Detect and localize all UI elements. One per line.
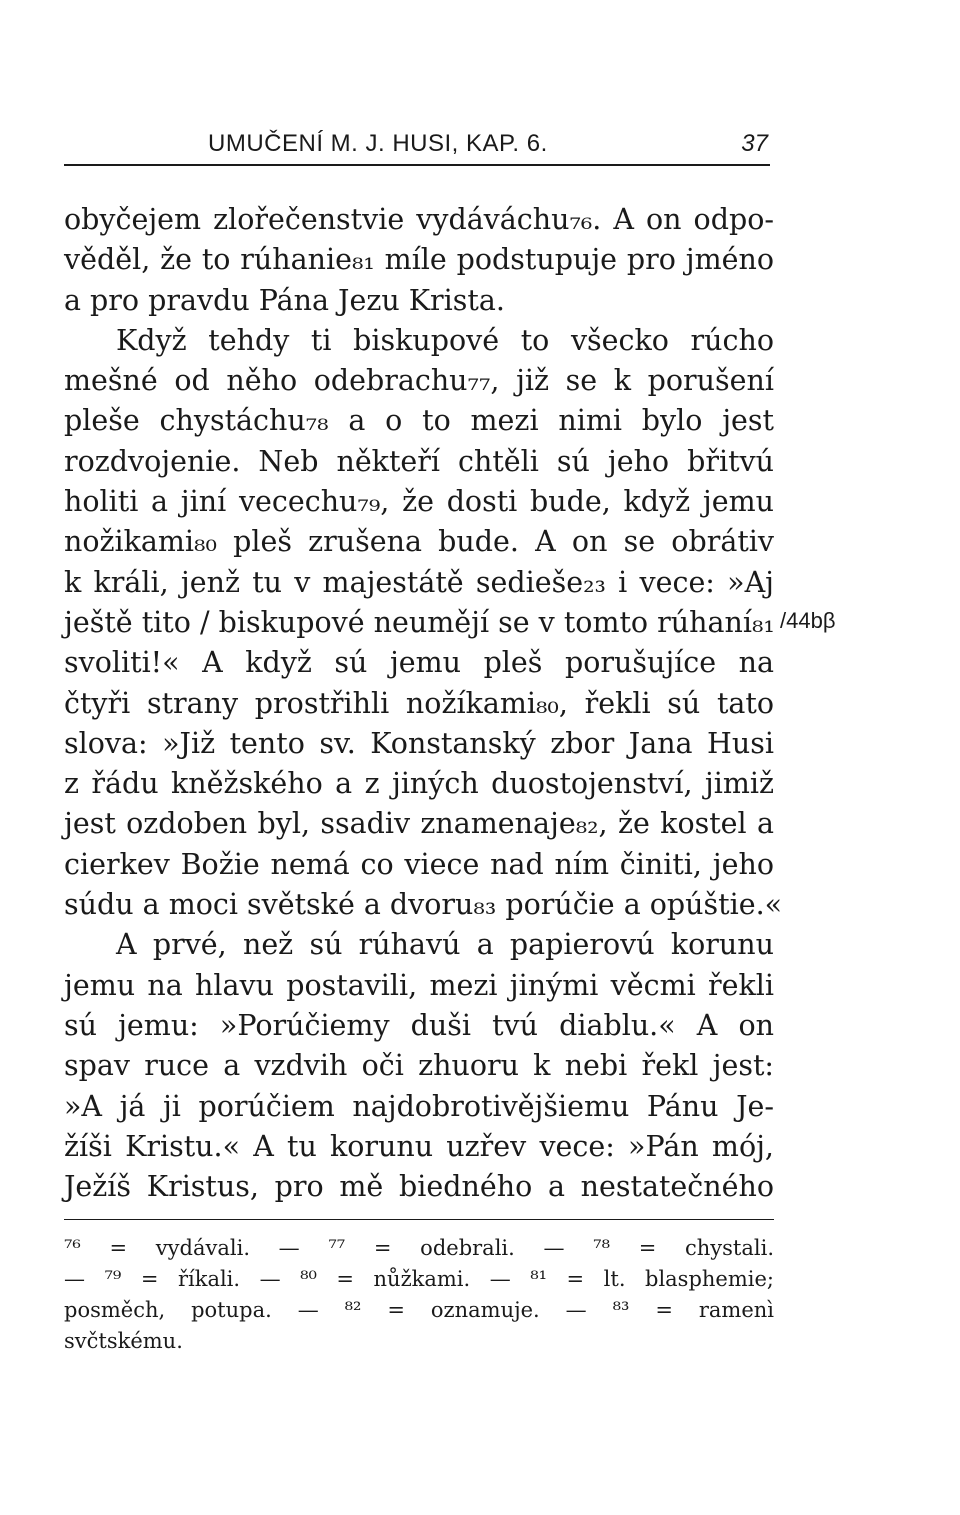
footnotes xyxy=(64,1233,774,1357)
footnote-line: svčtskému. xyxy=(64,1329,183,1353)
text-line: jemu na hlavu postavili, mezi jinými věcmi řekli xyxy=(64,968,774,1002)
text-line: obyčejem zlořečenstvie vydáváchu₇₆. A on odpo- xyxy=(64,203,774,236)
footnote-rule xyxy=(64,1219,774,1220)
text-line: holiti a jiní vecechu₇₉, že dosti bude, když jemu xyxy=(64,485,774,519)
text-line: nožikami₈₀ pleš zrušena bude. A on se obrátiv xyxy=(64,525,774,559)
page-header xyxy=(64,130,770,166)
text-line: svoliti!« A když sú jemu pleš porušujíce na xyxy=(64,646,774,680)
text-line: mešné od něho odebrachu₇₇, již se k porušení xyxy=(64,364,774,398)
page-number: 37 xyxy=(741,130,768,157)
text-line: z řádu kněžského a z jiných duostojenství, jimiž xyxy=(64,767,774,801)
text-line: jest ozdoben byl, ssadiv znamenaje₈₂, že kostel a xyxy=(64,807,774,841)
footnote-line: posměch, potupa. — ⁸² = oznamuje. — ⁸³ = ramenì xyxy=(64,1298,774,1322)
text-line: k králi, jenž tu v majestátě sedieše₂₃ i vece: »Aj xyxy=(64,565,774,599)
text-line: Když tehdy ti biskupové to všecko rúcho xyxy=(116,323,774,357)
text-line: súdu a moci světské a dvoru₈₃ porúčie a opúštie.« xyxy=(64,888,783,922)
text-line: ještě tito / biskupové neumějí se v tomto rúhaní₈₁ xyxy=(64,605,775,639)
text-line: A prvé, než sú rúhavú a papierovú korunu xyxy=(116,928,774,962)
running-head: UMUČENÍ M. J. HUSI, KAP. 6. xyxy=(208,130,548,157)
text-line: rozdvojenie. Neb někteří chtěli sú jeho břitvú xyxy=(64,444,774,478)
text-line: a pro pravdu Pána Jezu Krista. xyxy=(64,283,505,317)
text-line: žíši Kristu.« A tu korunu uzřev vece: »Pán mój, xyxy=(64,1129,774,1163)
text-line: věděl, že to rúhanie₈₁ míle podstupuje pro jméno xyxy=(64,243,774,277)
text-line: pleše chystáchu₇₈ a o to mezi nimi bylo jest xyxy=(64,404,774,438)
footnote-line: — ⁷⁹ = říkali. — ⁸⁰ = nůžkami. — ⁸¹ = lt. blasphemie; xyxy=(64,1267,774,1291)
margin-folio-note: /44bβ xyxy=(780,608,836,633)
text-line: »A já ji porúčiem najdobrotivějšiemu Pánu Je- xyxy=(64,1089,774,1123)
body-text xyxy=(64,200,783,1207)
text-line: Ježíš Kristus, pro mě biedného a nestatečného xyxy=(64,1170,774,1204)
text-line: sú jemu: »Porúčiemy duši tvú diablu.« A on xyxy=(64,1008,774,1042)
footnote-line: ⁷⁶ = vydávali. — ⁷⁷ = odebrali. — ⁷⁸ = chystali. xyxy=(64,1236,774,1260)
text-line: spav ruce a vzdvih oči zhuoru k nebi řekl jest: xyxy=(64,1049,774,1083)
text-line: cierkev Božie nemá co viece nad ním činiti, jeho xyxy=(64,847,774,881)
text-line: slova: »Již tento sv. Konstanský zbor Jana Husi xyxy=(64,726,774,760)
text-line: čtyři strany prostřihli nožíkami₈₀, řekli sú tato xyxy=(64,686,774,720)
